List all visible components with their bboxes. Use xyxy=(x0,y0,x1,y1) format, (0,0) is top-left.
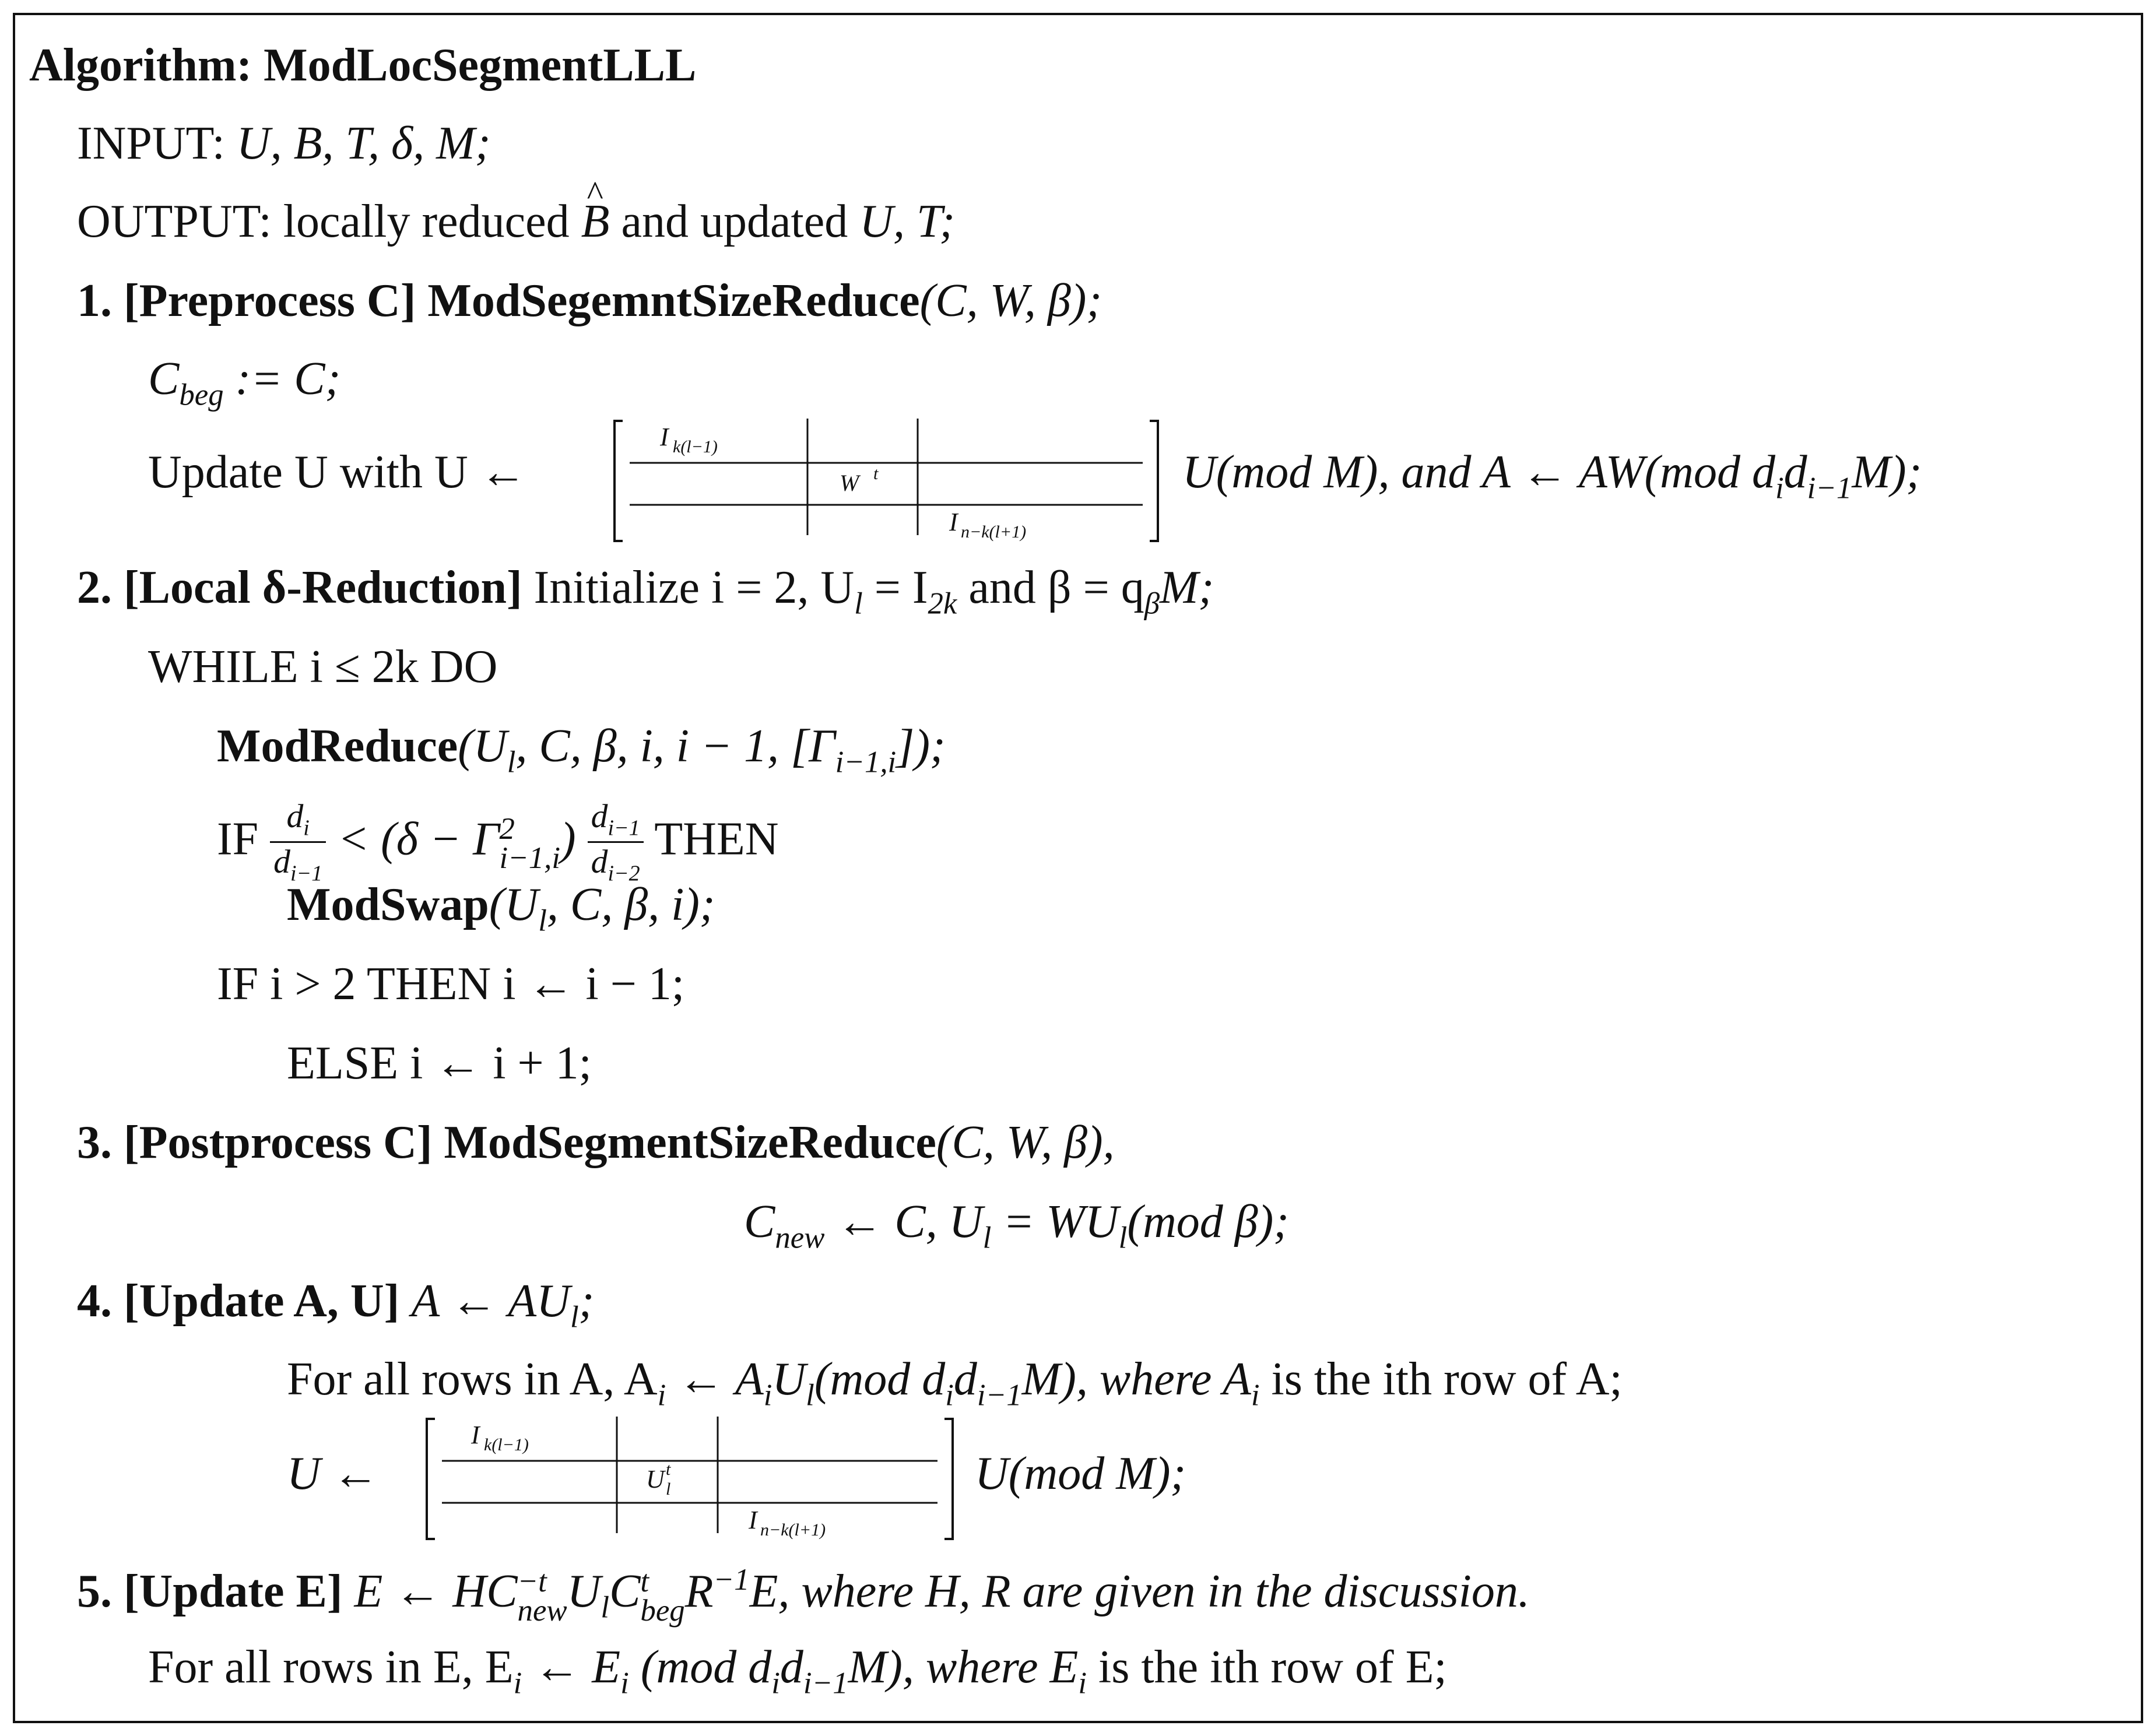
step5-rows-sub2: i xyxy=(620,1666,629,1700)
cbeg-lhs: C xyxy=(148,353,180,405)
step1-matrix-top-sub: k(l−1) xyxy=(673,437,718,456)
step4-number: 4. xyxy=(77,1275,112,1327)
step3-func-args: (C, W, β), xyxy=(936,1117,1115,1168)
step3-header xyxy=(77,1119,1115,1166)
step4-bracket-label: [Update A, U] xyxy=(124,1275,400,1327)
output-var-b: ^ B xyxy=(581,198,610,245)
step4-rows-sub4: i xyxy=(945,1378,954,1412)
step4-assign-a: A ← AU xyxy=(411,1275,570,1327)
step5-rows-sub1: i xyxy=(513,1666,522,1700)
output-line xyxy=(77,198,955,245)
step2-init-c: and β = q xyxy=(968,562,1144,613)
then-label: THEN xyxy=(654,813,779,865)
output-vars: U, T; xyxy=(859,196,955,247)
step4-u-assign-text: U ← xyxy=(287,1448,379,1499)
step4-u-tail-text: U(mod M); xyxy=(975,1448,1186,1499)
if-label: IF xyxy=(217,813,259,865)
modswap-args-b: , C, β, i); xyxy=(546,879,715,930)
step2-init-d: M; xyxy=(1160,562,1214,613)
modswap-args-a: (U xyxy=(489,879,539,930)
algorithm-title xyxy=(29,42,696,89)
step4-matrix-mid: U xyxy=(646,1465,665,1493)
centered-sub2: l xyxy=(982,1221,992,1255)
step5-bracket-label: [Update E] xyxy=(124,1566,343,1618)
step1-block-matrix xyxy=(612,419,1160,547)
input-vars: U, B, T, δ, M; xyxy=(236,118,491,169)
step2-number: 2. xyxy=(77,562,112,613)
step4-rows xyxy=(287,1356,1623,1411)
input-line xyxy=(77,120,490,167)
step2-bracket-label: [Local δ-Reduction] xyxy=(124,562,522,613)
step4-matrix-top-sub: k(l−1) xyxy=(484,1435,529,1454)
step2-while xyxy=(148,641,498,693)
step4-header xyxy=(77,1275,595,1334)
frac2-num: d xyxy=(591,798,608,835)
input-label: INPUT: xyxy=(77,118,225,169)
step1-matrix-bot-sub: n−k(l+1) xyxy=(961,522,1027,542)
output-text-a: locally reduced xyxy=(283,196,570,247)
step1-matrix-top: I xyxy=(660,423,669,451)
step4-rows-c: U xyxy=(772,1354,806,1405)
step4-assign-sub: l xyxy=(570,1300,579,1334)
step5-supsub1 xyxy=(517,1564,567,1628)
step1-cbeg xyxy=(148,353,341,412)
step2-if xyxy=(217,800,779,885)
step2-modswap xyxy=(287,881,715,936)
centered-b: ← C, U xyxy=(836,1196,983,1247)
step4-matrix-bot: I xyxy=(749,1506,757,1534)
step2-init-sub-l: l xyxy=(854,586,863,621)
update-tail-a: U(mod M), and A ← AW(mod d xyxy=(1182,447,1775,498)
step5-rows-d: d xyxy=(779,1642,803,1693)
centered-sub3: l xyxy=(1118,1221,1128,1255)
if-mid-b: ) xyxy=(560,813,576,865)
step4-rows-g: is the ith row of A; xyxy=(1271,1354,1623,1405)
step4-rows-sub5: i−1 xyxy=(977,1378,1022,1412)
modreduce-args-sub2: i−1,i xyxy=(835,745,897,779)
modreduce-name: ModReduce xyxy=(217,721,458,772)
if-mid-a: < (δ − Γ xyxy=(338,813,500,865)
step1-func-name: ModSegemntSizeReduce xyxy=(427,275,920,326)
step1-matrix-mid: W xyxy=(840,470,859,496)
step3-func-name: ModSegmentSizeReduce xyxy=(444,1117,936,1168)
algorithm-title-text: Algorithm: ModLocSegmentLLL xyxy=(29,40,697,91)
frac1-den: d xyxy=(273,844,290,881)
modreduce-args-sub: l xyxy=(507,745,516,779)
update-tail-b: d xyxy=(1783,447,1807,498)
if2-text: IF i > 2 THEN i ← i − 1; xyxy=(217,958,685,1010)
step4-rows-sub1: i xyxy=(657,1378,666,1412)
step4-matrix-mid-sub: l xyxy=(666,1480,671,1499)
else-text: ELSE i ← i + 1; xyxy=(287,1038,592,1089)
while-text: WHILE i ≤ 2k DO xyxy=(148,641,498,693)
step4-rows-sub6: i xyxy=(1251,1378,1260,1412)
frac1-num: d xyxy=(286,798,304,835)
step4-assign-b: ; xyxy=(578,1275,595,1327)
step4-matrix-bot-sub: n−k(l+1) xyxy=(760,1520,826,1540)
step5-expr-a: E ← HC xyxy=(354,1566,518,1618)
step5-supsub3 xyxy=(640,1564,685,1628)
frac1-num-sub: i xyxy=(303,816,310,841)
step5-rows-sub5: i xyxy=(1078,1666,1087,1700)
modswap-args-sub: l xyxy=(538,904,547,938)
frac1-den-sub: i−1 xyxy=(290,861,323,886)
frac2-den-sub: i−2 xyxy=(608,861,640,886)
frac2-den: d xyxy=(591,844,608,881)
step2-init-a: Initialize i = 2, U xyxy=(533,562,855,613)
step5-rows-a: For all rows in E, E xyxy=(148,1642,514,1693)
step1-update-tail xyxy=(1182,449,1922,504)
step5-rows-f: is the ith row of E; xyxy=(1098,1642,1447,1693)
step2-init-sub-beta: β xyxy=(1144,586,1160,621)
step5-header xyxy=(77,1563,1530,1628)
if-mid-sub: i−1,i xyxy=(499,841,561,876)
step4-matrix-top: I xyxy=(471,1421,480,1449)
centered-c: = WU xyxy=(1003,1196,1119,1247)
step4-rows-a: For all rows in A, A xyxy=(287,1354,658,1405)
step2-if2 xyxy=(217,958,685,1010)
step5-rows-sub4: i−1 xyxy=(803,1666,848,1700)
step4-matrix-mid-sup: t xyxy=(666,1460,671,1479)
step5-expr-e: E, where H, R are given in the discussion. xyxy=(749,1566,1530,1618)
step5-rows-e: M), where E xyxy=(848,1642,1079,1693)
frac2-num-sub: i−1 xyxy=(608,816,640,841)
step5-number: 5. xyxy=(77,1566,112,1618)
step1-update-label: Update U with U ← xyxy=(148,447,526,498)
frac-d-i-1-over-d-i-2 xyxy=(588,800,644,885)
step5-expr-sup4: −1 xyxy=(713,1563,750,1597)
step5-expr-sup1: −t xyxy=(517,1564,547,1598)
step2-else xyxy=(287,1040,592,1087)
step1-header xyxy=(77,277,1102,324)
step1-number: 1. xyxy=(77,275,112,326)
step4-rows-d: (mod d xyxy=(814,1354,946,1405)
modreduce-args-c: ]); xyxy=(896,721,946,772)
if-mid-sup: 2 xyxy=(499,812,515,846)
step5-expr-sup3: t xyxy=(640,1564,649,1598)
step2-modreduce xyxy=(217,723,946,778)
step2-header xyxy=(77,564,1214,619)
step1-bracket-label: [Preprocess C] xyxy=(124,275,416,326)
step2-init-sub-2k: 2k xyxy=(928,586,957,621)
cbeg-rhs: := C; xyxy=(235,353,341,405)
modreduce-args-b: , C, β, i, i − 1, [Γ xyxy=(515,721,835,772)
step3-bracket-label: [Postprocess C] xyxy=(124,1117,433,1168)
output-text-b: and updated xyxy=(621,196,848,247)
frac-d-i-over-d-i-1 xyxy=(270,800,326,885)
step5-rows-c: (mod d xyxy=(640,1642,772,1693)
gamma-supsub xyxy=(499,812,561,876)
step5-rows-sub3: i xyxy=(771,1666,780,1700)
step1-func-args: (C, W, β); xyxy=(919,275,1102,326)
output-label: OUTPUT: xyxy=(77,196,272,247)
step2-init-b: = I xyxy=(874,562,928,613)
step4-rows-b: ← A xyxy=(677,1354,764,1405)
centered-d: (mod β); xyxy=(1127,1196,1289,1247)
modswap-name: ModSwap xyxy=(287,879,489,930)
step1-update-text xyxy=(148,449,526,496)
step5-rows xyxy=(148,1644,1447,1699)
step5-expr-sub3: beg xyxy=(640,1593,685,1628)
cbeg-sub: beg xyxy=(179,378,224,412)
step4-u-assign xyxy=(287,1450,379,1497)
update-tail-sub1: i xyxy=(1775,471,1784,505)
step5-expr-c: C xyxy=(609,1566,641,1618)
step4-block-matrix xyxy=(424,1417,955,1545)
step1-matrix-mid-sup: t xyxy=(873,464,879,483)
step3-centered xyxy=(744,1196,1289,1255)
update-tail-sub2: i−1 xyxy=(1807,471,1852,505)
step5-expr-sub1: new xyxy=(517,1593,567,1628)
step4-rows-sub2: i xyxy=(763,1378,772,1412)
step4-rows-f: M), where A xyxy=(1021,1354,1251,1405)
update-tail-c: M); xyxy=(1852,447,1922,498)
centered-a: C xyxy=(744,1196,775,1247)
centered-sub: new xyxy=(775,1221,825,1255)
step5-expr-sub2: l xyxy=(601,1590,610,1625)
step4-rows-sub3: l xyxy=(806,1378,814,1412)
step4-rows-e: d xyxy=(953,1354,977,1405)
step1-matrix-bot: I xyxy=(949,508,958,536)
step5-rows-b: ← E xyxy=(533,1642,621,1693)
step5-expr-d: R xyxy=(684,1566,714,1618)
step5-expr-b: U xyxy=(567,1566,601,1618)
modreduce-args-a: (U xyxy=(458,721,507,772)
step4-u-tail xyxy=(975,1450,1186,1497)
step3-number: 3. xyxy=(77,1117,112,1168)
